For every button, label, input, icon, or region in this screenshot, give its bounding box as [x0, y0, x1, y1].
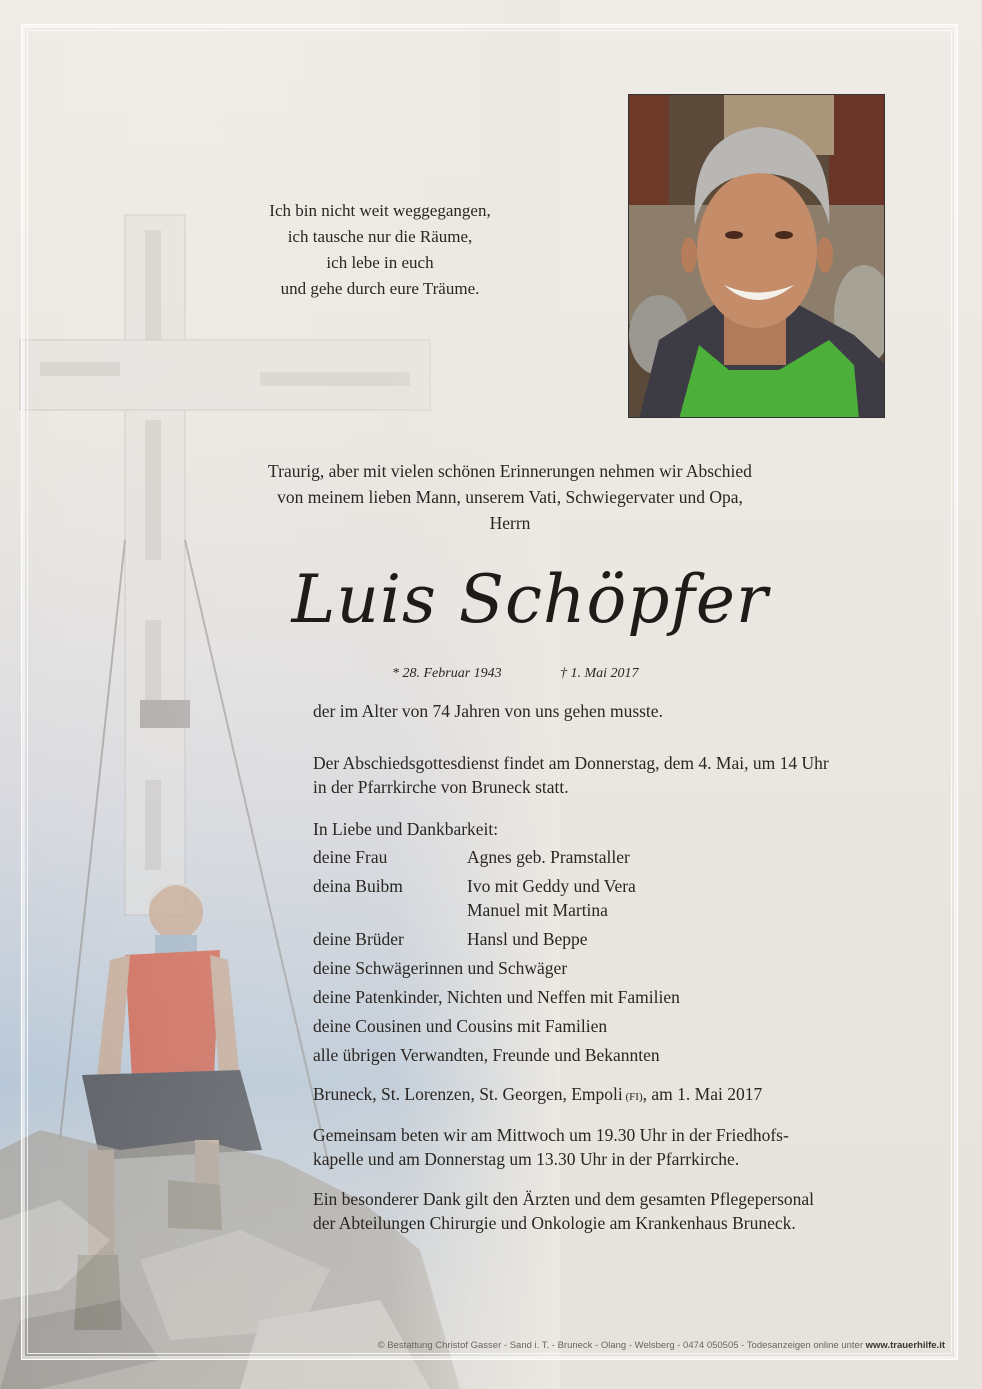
service-line: in der Pfarrkirche von Bruneck statt.	[313, 777, 569, 797]
province-abbr: (FI)	[622, 1091, 643, 1103]
mourner-row	[313, 898, 893, 922]
intro-text	[200, 458, 820, 536]
mourner-relation: deine Frau	[313, 847, 388, 867]
thanks-line: Ein besonderer Dank gilt den Ärzten und dem gesamten Pflegepersonal	[313, 1189, 815, 1209]
mourner-group: deine Cousinen und Cousins mit Familien	[313, 1016, 608, 1036]
mourner-group: deine Patenkinder, Nichten und Neffen mit Familien	[313, 987, 680, 1007]
portrait-photo	[628, 94, 885, 418]
footer-text: © Bestattung Christof Gasser - Sand i. T. - Bruneck - Olang - Welsberg - 0474 050505 - Todesanzeigen online unter	[377, 1340, 866, 1351]
life-dates	[392, 666, 712, 686]
intro-line: Herrn	[489, 513, 531, 533]
memorial-quote	[230, 198, 530, 302]
prayer-line: kapelle und am Donnerstag um 13.30 Uhr in der Pfarrkirche.	[313, 1149, 740, 1169]
mourner-names: Agnes geb. Pramstaller	[467, 847, 630, 867]
mourner-relation: deine Brüder	[313, 929, 404, 949]
mourner-names: Manuel mit Martina	[467, 900, 608, 920]
intro-line: von meinem lieben Mann, unserem Vati, Schwiegervater und Opa,	[277, 487, 743, 507]
portrait-image	[629, 95, 885, 418]
footer-link[interactable]: www.trauerhilfe.it	[865, 1340, 945, 1351]
footer-credits	[300, 1340, 945, 1351]
birth-date: * 28. Februar 1943	[392, 666, 502, 681]
mourner-relation: deina Buibm	[313, 876, 403, 896]
place-date-line	[313, 1082, 893, 1109]
mourner-row	[313, 874, 893, 898]
death-date: † 1. Mai 2017	[560, 666, 639, 681]
mourner-row	[313, 845, 893, 869]
prayer-line: Gemeinsam beten wir am Mittwoch um 19.30 Uhr in der Friedhofs-	[313, 1125, 789, 1145]
quote-line: und gehe durch eure Träume.	[280, 279, 480, 298]
mourner-names: Hansl und Beppe	[467, 929, 588, 949]
date-text: , am 1. Mai 2017	[642, 1084, 763, 1104]
intro-line: Traurig, aber mit vielen schönen Erinnerungen nehmen wir Abschied	[268, 461, 752, 481]
mourner-group: alle übrigen Verwandten, Freunde und Bekannten	[313, 1045, 660, 1065]
quote-line: ich lebe in euch	[326, 253, 434, 272]
mourners-heading: In Liebe und Dankbarkeit:	[313, 819, 499, 839]
service-line: Der Abschiedsgottesdienst findet am Donnerstag, dem 4. Mai, um 14 Uhr	[313, 753, 829, 773]
age-line: der im Alter von 74 Jahren von uns gehen musste.	[313, 701, 663, 721]
mourner-row	[313, 927, 893, 951]
mourner-names: Ivo mit Geddy und Vera	[467, 876, 636, 896]
mourner-group: deine Schwägerinnen und Schwäger	[313, 958, 568, 978]
quote-line: ich tausche nur die Räume,	[287, 227, 473, 246]
place-names: Bruneck, St. Lorenzen, St. Georgen, Empoli	[313, 1084, 623, 1104]
deceased-name: Luis Schöpfer	[291, 561, 769, 638]
thanks-line: der Abteilungen Chirurgie und Onkologie am Krankenhaus Bruneck.	[313, 1213, 796, 1233]
quote-line: Ich bin nicht weit weggegangen,	[269, 201, 491, 220]
